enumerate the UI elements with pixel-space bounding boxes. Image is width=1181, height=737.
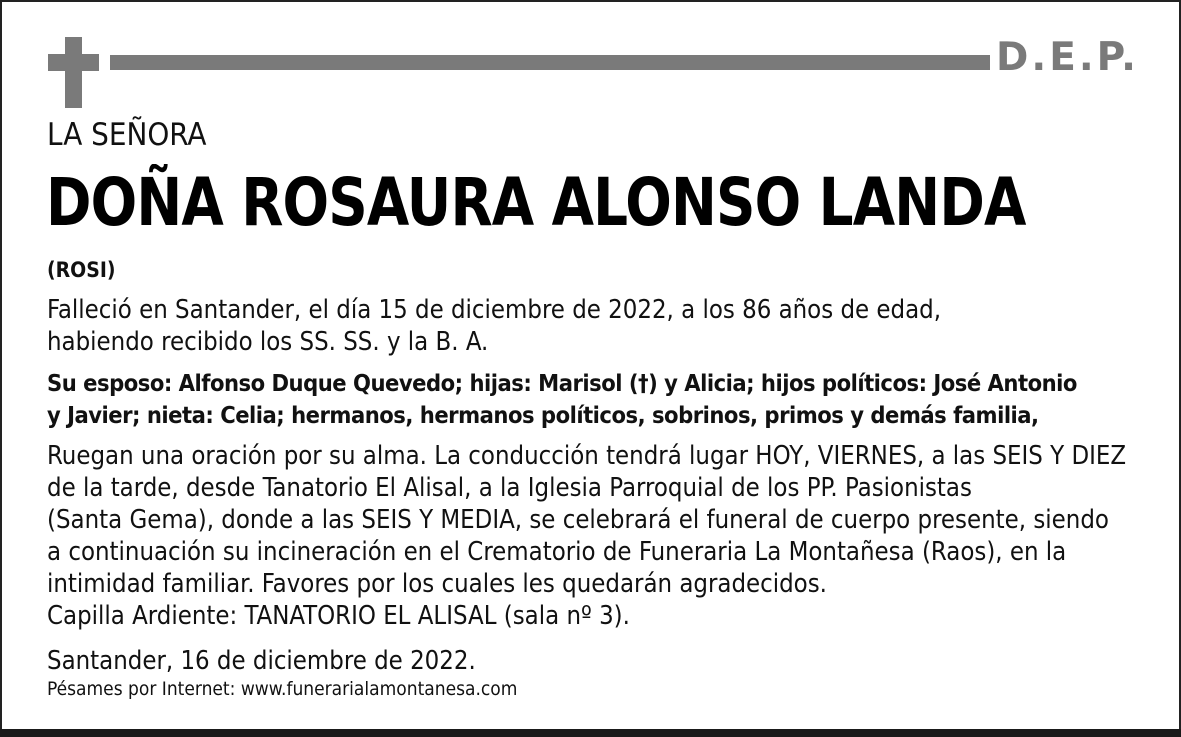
dateline: Santander, 16 de diciembre de 2022. — [47, 646, 476, 676]
death-line: habiendo recibido los SS. SS. y la B. A. — [47, 327, 489, 357]
service-line: de la tarde, desde Tanatorio El Alisal, a la Iglesia Parroquial de los PP. Pasionistas — [47, 473, 972, 503]
death-line: Falleció en Santander, el día 15 de diciembre de 2022, a los 86 años de edad, — [47, 295, 942, 325]
chapel-line: Capilla Ardiente: TANATORIO EL ALISAL (sala nº 3). — [47, 601, 630, 631]
death-paragraph — [47, 294, 941, 358]
header-divider — [110, 55, 990, 70]
service-paragraph — [47, 440, 1126, 632]
service-line: Ruegan una oración por su alma. La conducción tendrá lugar HOY, VIERNES, a las SEIS Y DIEZ — [47, 441, 1127, 471]
title-prefix: LA SEÑORA — [47, 117, 207, 153]
deceased-name: DOÑA ROSAURA ALONSO LANDA — [46, 164, 1026, 241]
service-line: a continuación su incineración en el Crematorio de Funeraria La Montañesa (Raos), en la — [47, 537, 1067, 567]
family-paragraph — [47, 367, 1077, 431]
family-line: Su esposo: Alfonso Duque Quevedo; hijas: Marisol (†) y Alicia; hijos políticos: José Antonio — [47, 369, 1077, 397]
dep-label: D.E.P. — [996, 35, 1139, 80]
deceased-nickname: (ROSI) — [47, 258, 116, 282]
service-line: intimidad familiar. Favores por los cuales les quedarán agradecidos. — [47, 569, 827, 599]
bottom-rule — [0, 729, 1181, 737]
condolences-web: Pésames por Internet: www.funerarialamontanesa.com — [47, 678, 518, 700]
service-line: (Santa Gema), donde a las SEIS Y MEDIA, se celebrará el funeral de cuerpo presente, siendo — [47, 505, 1109, 535]
family-line: y Javier; nieta: Celia; hermanos, hermanos políticos, sobrinos, primos y demás familia, — [47, 401, 1039, 429]
